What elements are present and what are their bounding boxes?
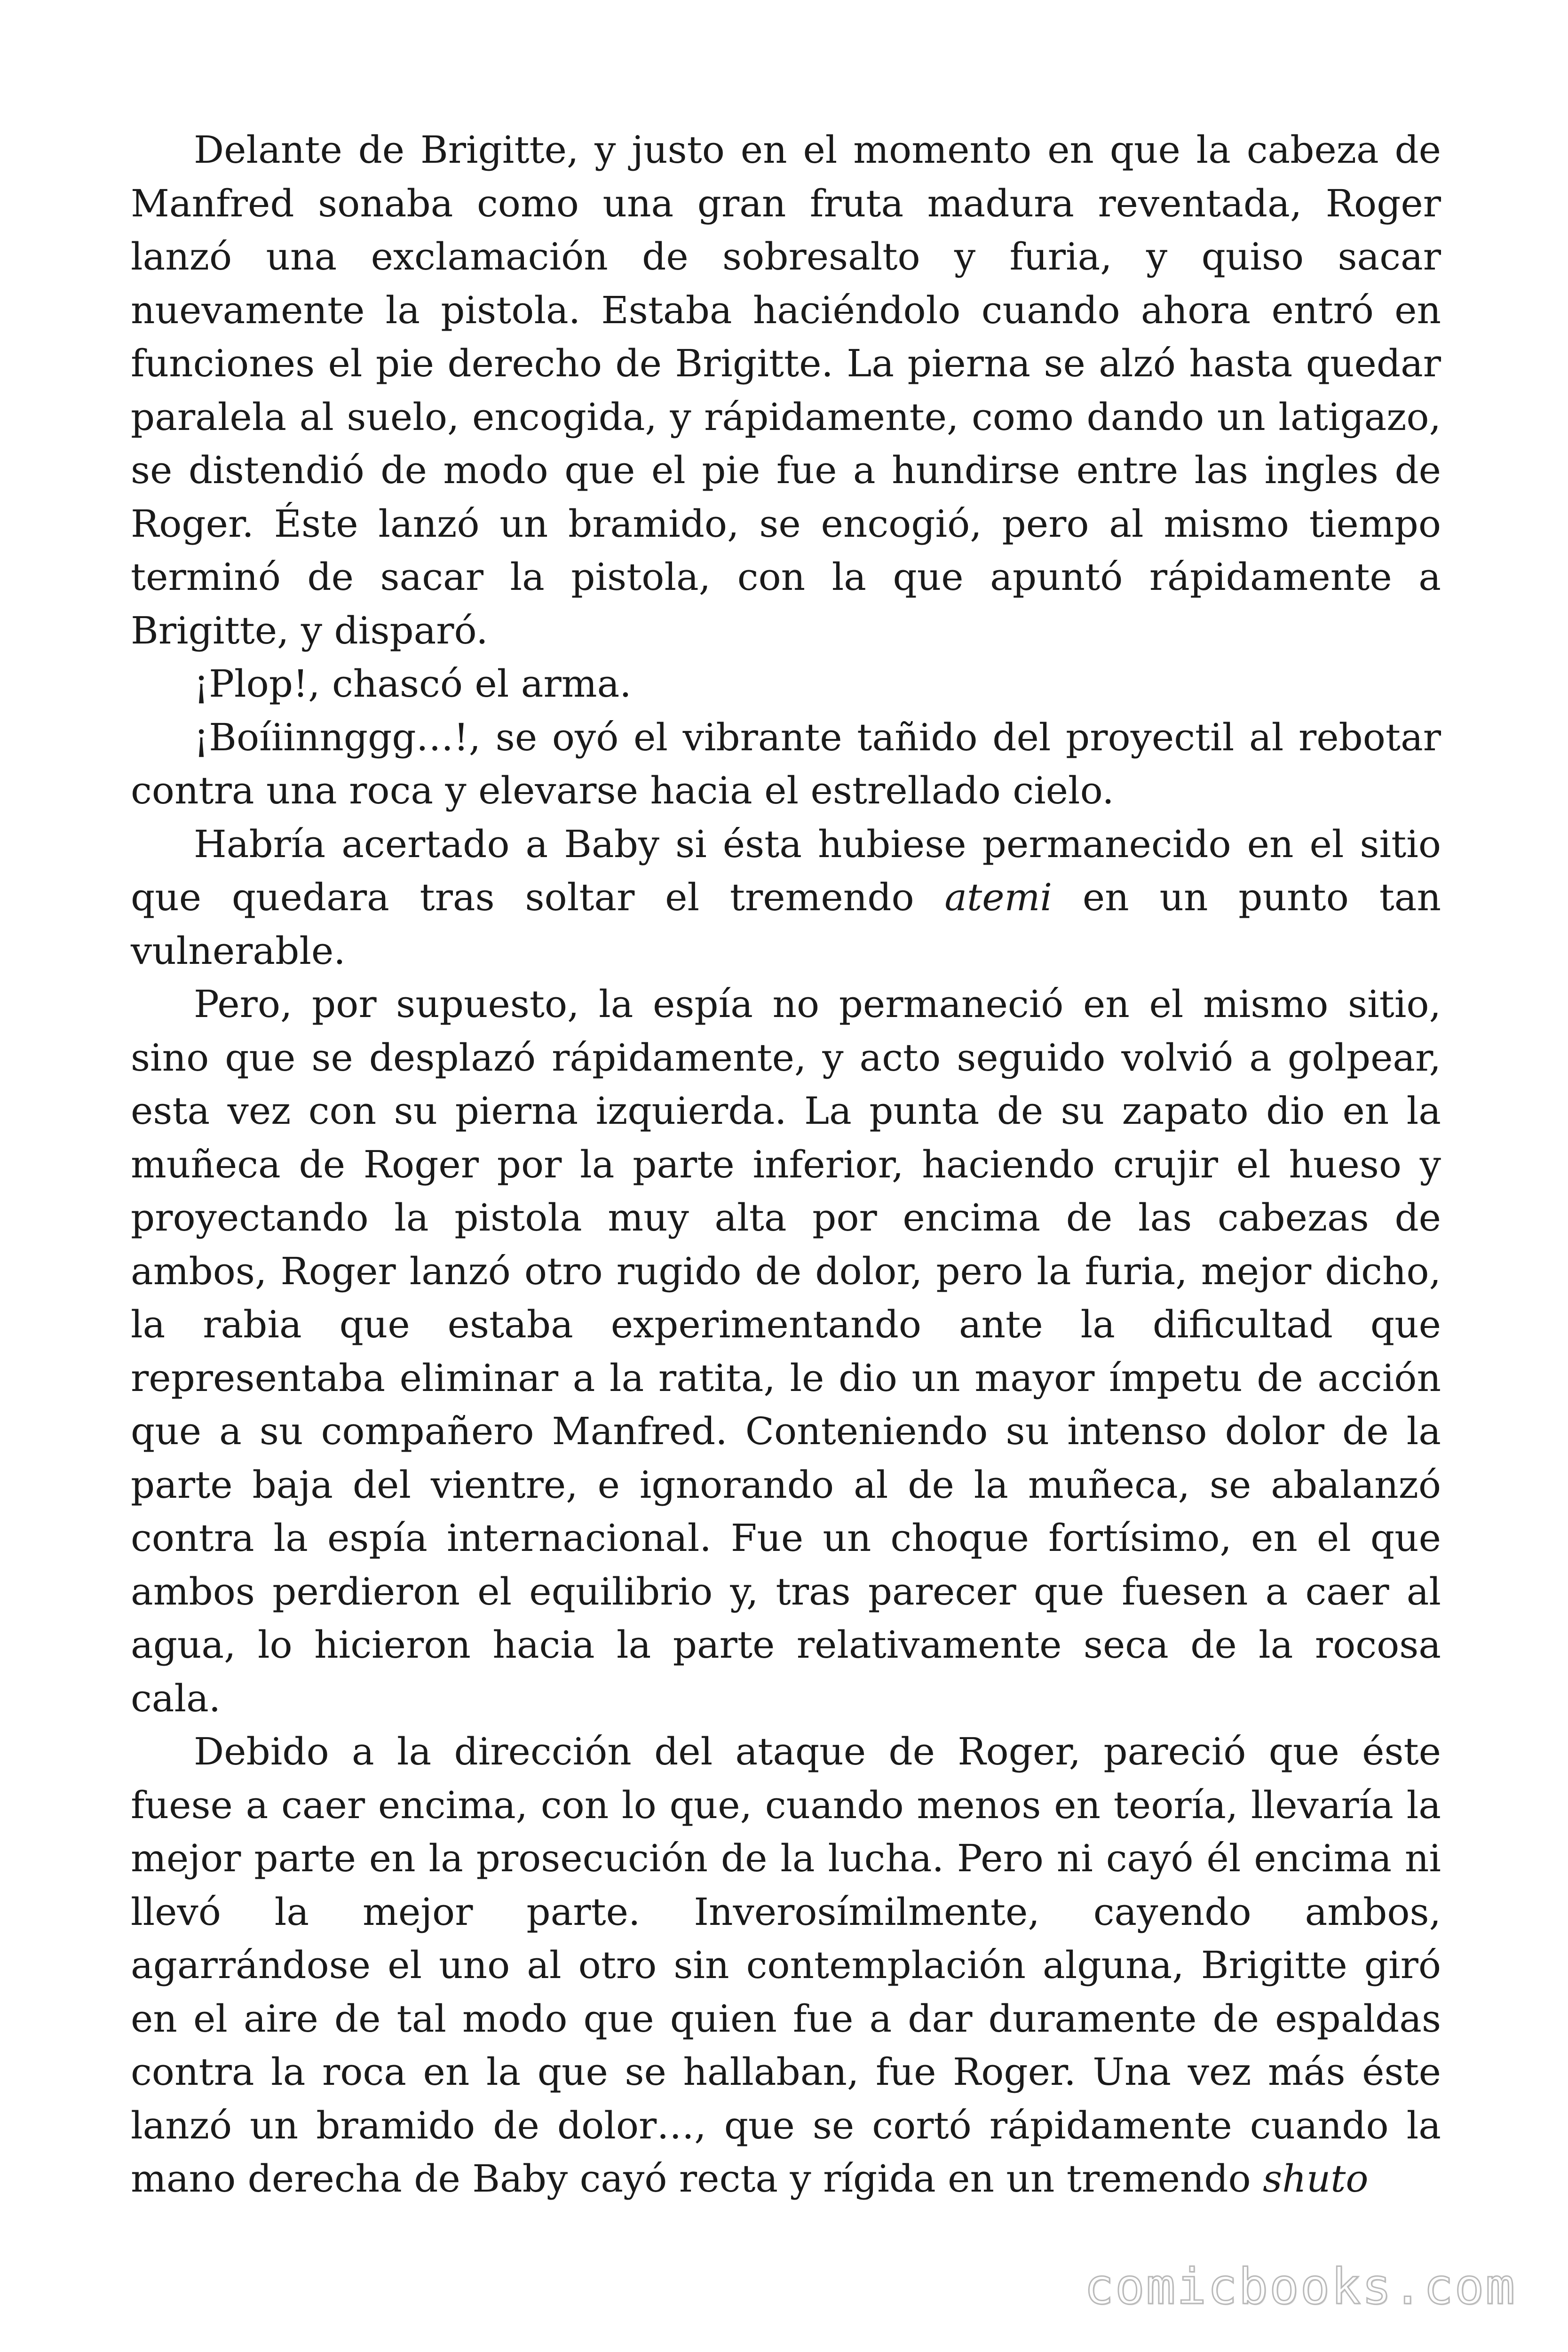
paragraph: [131, 1725, 1441, 2206]
text-segment: Debido a la dirección del ataque de Roger, pareció que éste fuese a caer encima, con lo que, cuando menos en teoría, llevaría la mejor parte en la prosecución de la lucha. Pero ni cayó él encima ni llevó la mejor parte. Inverosímilmente, cayendo ambos, agarrándose el uno al otro sin contemplación alguna, Brigitte giró en el aire de tal modo que quien fue a dar duramente de espaldas contra la roca en la que se hallaban, fue Roger. Una vez más éste lanzó un bramido de dolor…, que se cortó rápidamente cuando la mano derecha de Baby cayó recta y rígida en un tremendo: [131, 1730, 1441, 2201]
watermark: comicbooks.com: [1084, 2258, 1516, 2315]
paragraph: [131, 123, 1441, 657]
paragraph: [131, 711, 1441, 818]
paragraph: [131, 977, 1441, 1725]
text-segment: ¡Plop!, chascó el arma.: [194, 662, 632, 706]
text-segment: ¡Boíiinnggg…!, se oyó el vibrante tañido del proyectil al rebotar contra una roca y elevarse hacia el estrellado cielo.: [131, 715, 1441, 812]
body-text: [131, 123, 1441, 2206]
text-segment: Pero, por supuesto, la espía no permaneció en el mismo sitio, sino que se desplazó rápidamente, y acto seguido volvió a golpear, esta vez con su pierna izquierda. La punta de su zapato dio en la muñeca de Roger por la parte inferior, haciendo crujir el hueso y proyectando la pistola muy alta por encima de las cabezas de ambos, Roger lanzó otro rugido de dolor, pero la furia, mejor dicho, la rabia que estaba experimentando ante la dificultad que representaba eliminar a la ratita, le dio un mayor ímpetu de acción que a su compañero Manfred. Conteniendo su intenso dolor de la parte baja del vientre, e ignorando al de la muñeca, se abalanzó contra la espía internacional. Fue un choque fortísimo, en el que ambos perdieron el equilibrio y, tras parecer que fuesen a caer al agua, lo hicieron hacia la parte relativamente seca de la rocosa cala.: [131, 982, 1441, 1720]
paragraph: [131, 657, 1441, 711]
italic-term: shuto: [1263, 2157, 1369, 2201]
text-segment: en un punto tan vulnerable.: [131, 875, 1441, 973]
paragraph: [131, 818, 1441, 978]
italic-term: atemi: [944, 875, 1053, 919]
text-segment: Habría acertado a Baby si ésta hubiese permanecido en el sitio que quedara tras soltar el tremendo: [131, 822, 1441, 919]
text-segment: Delante de Brigitte, y justo en el momento en que la cabeza de Manfred sonaba como una gran fruta madura reventada, Roger lanzó una exclamación de sobresalto y furia, y quiso sacar nuevamente la pistola. Estaba haciéndolo cuando ahora entró en funciones el pie derecho de Brigitte. La pierna se alzó hasta quedar paralela al suelo, encogida, y rápidamente, como dando un latigazo, se distendió de modo que el pie fue a hundirse entre las ingles de Roger. Éste lanzó un bramido, se encogió, pero al mismo tiempo terminó de sacar la pistola, con la que apuntó rápidamente a Brigitte, y disparó.: [131, 128, 1441, 652]
